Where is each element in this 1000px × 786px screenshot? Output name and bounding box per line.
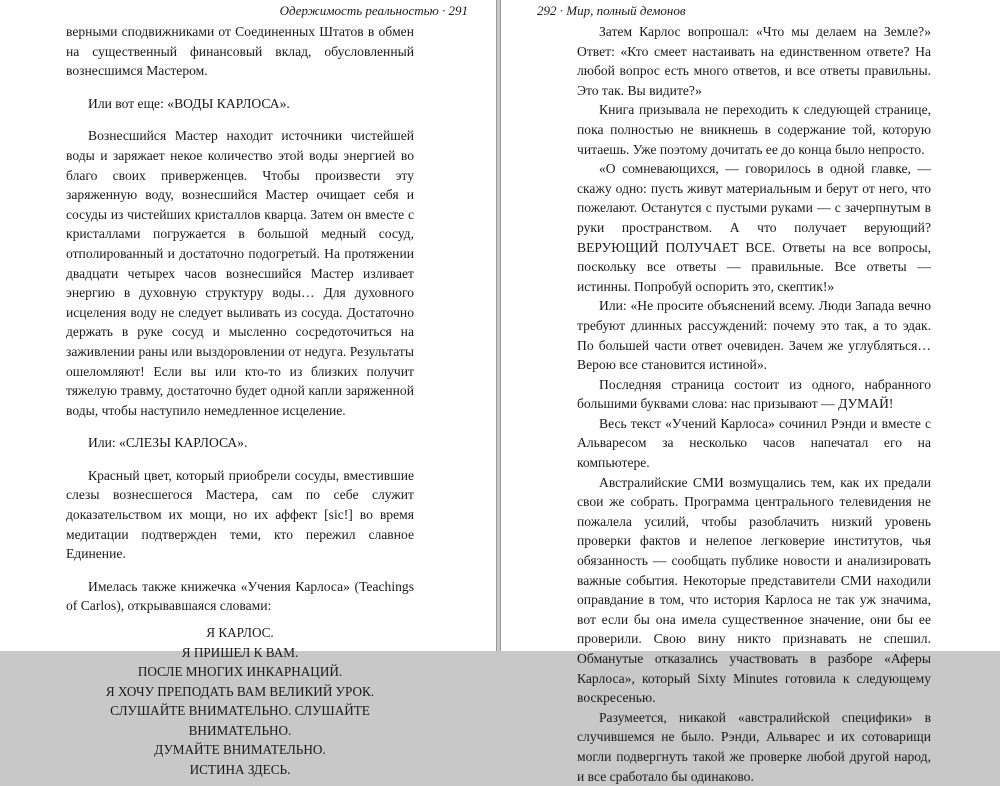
poem-line: Я ПРИШЕЛ К ВАМ. xyxy=(181,644,299,660)
left-running-head: Одержимость реальностью · 291 xyxy=(279,3,468,18)
paragraph: «О сомневающихся, — говорилось в одной главке, — скажу одно: пусть живут материальным и берут от него, что пожелают. Останутся с пустыми руками — с зачерпнутым в руки пространством. А что получает верующий? ВЕРУЮЩИЙ ПОЛУЧАЕТ ВСЕ. Ответы на все вопросы, поскольку все ответы — правильные. Все ответы — истинны. Попробуй оспорить это, скептик!» xyxy=(577,161,931,294)
poem-line: Я КАРЛОС. xyxy=(206,625,274,641)
right-page-text xyxy=(577,22,931,786)
poem-line: ДУМАЙТЕ ВНИМАТЕЛЬНО. xyxy=(154,742,326,758)
right-page xyxy=(500,0,1000,784)
left-page-text xyxy=(66,22,414,779)
poem-block xyxy=(66,623,414,779)
poem-line: СЛУШАЙТЕ ВНИМАТЕЛЬНО. СЛУШАЙТЕ ВНИМАТЕЛЬНО. xyxy=(110,703,370,738)
right-running-head: 292 · Мир, полный демонов xyxy=(537,3,686,18)
paragraph: Имелась также книжечка «Учения Карлоса» (Teachings of Carlos), открывавшаяся словами: xyxy=(66,578,414,614)
poem-line: ИСТИНА ЗДЕСЬ. xyxy=(189,761,291,777)
paragraph: Красный цвет, который приобрели сосуды, вместившие слезы вознесшегося Мастера, сам по себе служит доказательством их мощи, но их аффект [sic!] во время медитации подтвержден теми, кто пережил славное Единение. xyxy=(66,467,414,562)
poem-line: Я ХОЧУ ПРЕПОДАТЬ ВАМ ВЕЛИКИЙ УРОК. xyxy=(105,683,375,699)
paragraph: Или: «Не просите объяснений всему. Люди Запада вечно требуют длинных рассуждений: почему это так, а то эдак. По большей части ответ очевиден. Зачем же углубляться… Верою все становится истиной». xyxy=(577,298,931,373)
poem-line: ПОСЛЕ МНОГИХ ИНКАРНАЦИЙ. xyxy=(137,664,343,680)
paragraph: Или вот еще: «ВОДЫ КАРЛОСА». xyxy=(88,95,290,111)
paragraph: Разумеется, никакой «австралийской специфики» в случившемся не было. Рэнди, Альварес и их сотоварищи могли подвергнуть такой же проверке любой другой народ, и все сработало бы одинаково. xyxy=(577,709,931,784)
paragraph: верными сподвижниками от Соединенных Штатов в обмен на существенный финансовый вклад, обусловленный вознесшимся Мастером. xyxy=(66,24,414,79)
paragraph: Затем Карлос вопрошал: «Что мы делаем на Земле?» Ответ: «Кто смеет настаивать на единственном ответе? На любой вопрос есть много ответов, и все ответы правильны. Это так. Вы видите?» xyxy=(577,24,931,98)
paragraph: Вознесшийся Мастер находит источники чистейшей воды и заряжает некое количество этой воды энергией во благо своих приверженцев. Чтобы произвести эту заряженную воду, вознесшийся Мастер очищает себя и сосуды из чистейших кристаллов кварца. Затем он вместе с кристаллами погружается в большой медный сосуд, отполированный и достаточно подогретый. На протяжении двадцати четырех часов вознесшийся Мастер изливает энергию в духовную структуру воды… Для духовного исцеления воду не следует выливать из сосуда. Достаточно держать в руке сосуд и мысленно сосредоточиться на заживлении раны или выздоровлении от недуга. Результаты ошеломляют! Если вы или кто-то из близких получит тяжелую травму, достаточно будет одной капли заряженной воды, чтобы наступило немедленное исцеление. xyxy=(66,128,414,418)
paragraph: Австралийские СМИ возмущались тем, как их предали свои же собрать. Программа центрального телевидения не пожалела усилий, чтобы разоблачить низкий уровень проверки фактов и нелепое легковерие институтов, чья обязанность — сообщать публике новости и анализировать важные события. Некоторые представители СМИ находили оправдание в том, что история Карлоса не так уж значима, вот если бы она имела существенное значение, они бы ее проверили. Свою вину никто признавать не спешил. Обманутые отказались участвовать в разборе «Аферы Карлоса», который Sixty Minutes готовила к следующему воскресенью. xyxy=(577,474,931,706)
paragraph: Или: «СЛЕЗЫ КАРЛОСА». xyxy=(88,435,248,451)
paragraph: Последняя страница состоит из одного, набранного большими буквами слова: нас призывают — ДУМАЙ! xyxy=(577,376,931,412)
paragraph: Весь текст «Учений Карлоса» сочинил Рэнди и вместе с Альваресом за несколько часов напечатал его на компьютере. xyxy=(577,415,931,471)
left-page xyxy=(0,0,497,777)
paragraph: Книга призывала не переходить к следующей странице, пока полностью не вникнешь в содержание той, которую читаешь. Уже поэтому дочитать ее до конца было непросто. xyxy=(577,102,931,157)
